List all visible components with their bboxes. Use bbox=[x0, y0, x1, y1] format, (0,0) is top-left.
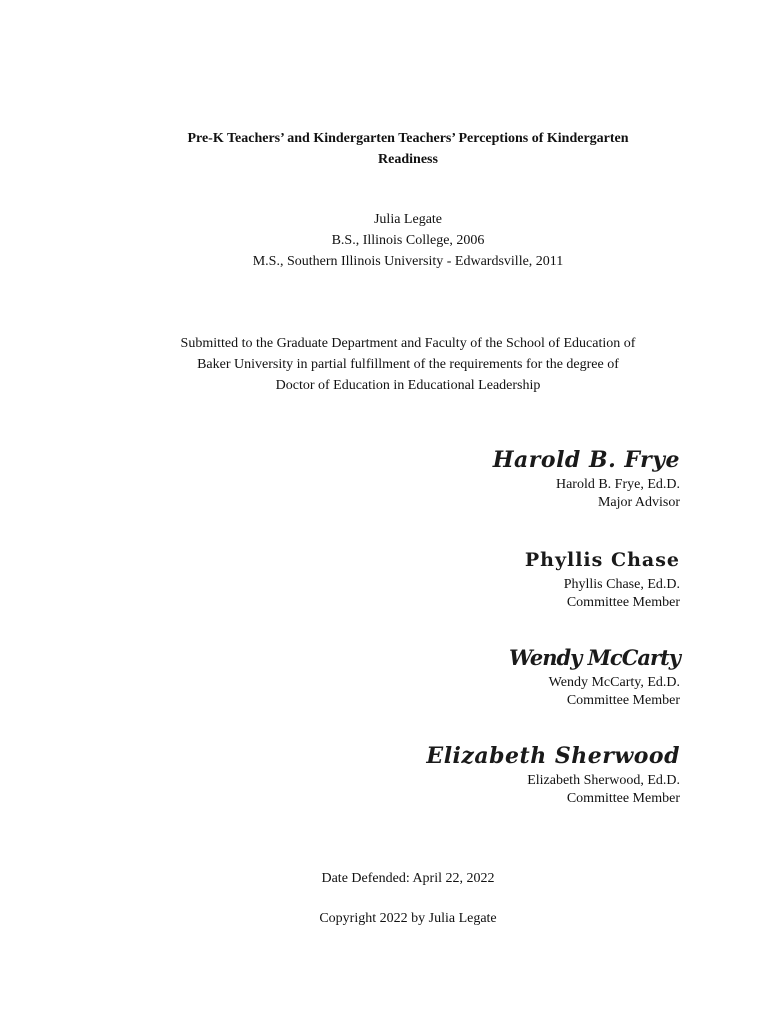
signature-block-mccarty bbox=[509, 644, 680, 710]
submission-line-2: Baker University in partial fulfillment of the requirements for the degree of bbox=[197, 357, 619, 372]
signature-block-chase bbox=[525, 546, 680, 612]
date-defended: Date Defended: April 22, 2022 bbox=[321, 871, 495, 886]
submission-line-3: Doctor of Education in Educational Leadership bbox=[275, 378, 541, 393]
committee-name-sherwood: Elizabeth Sherwood, Ed.D. bbox=[527, 773, 680, 788]
signature-block-frye bbox=[493, 446, 680, 512]
title-line-1: Pre-K Teachers’ and Kindergarten Teachers’ Perceptions of Kindergarten bbox=[187, 131, 629, 146]
author-degree-ms: M.S., Southern Illinois University - Edwardsville, 2011 bbox=[252, 254, 564, 269]
signature-block-sherwood bbox=[426, 742, 680, 808]
author-degree-bs: B.S., Illinois College, 2006 bbox=[331, 233, 485, 248]
submission-statement bbox=[0, 333, 770, 396]
author-name: Julia Legate bbox=[373, 212, 443, 227]
author-block bbox=[0, 209, 770, 272]
committee-name-frye: Harold B. Frye, Ed.D. bbox=[555, 477, 680, 492]
committee-role-chase: Committee Member bbox=[566, 595, 680, 610]
committee-role-sherwood: Committee Member bbox=[566, 791, 680, 806]
document-title bbox=[0, 128, 770, 170]
submission-line-1: Submitted to the Graduate Department and Faculty of the School of Education of bbox=[180, 336, 636, 351]
signature-frye: Harold B. Frye bbox=[492, 447, 680, 473]
title-line-2: Readiness bbox=[378, 152, 438, 167]
committee-role-mccarty: Committee Member bbox=[566, 693, 680, 708]
signature-sherwood: Elizabeth Sherwood bbox=[426, 743, 680, 769]
signature-chase: Phyllis Chase bbox=[524, 549, 680, 571]
committee-name-chase: Phyllis Chase, Ed.D. bbox=[563, 577, 680, 592]
signature-mccarty: Wendy McCarty bbox=[508, 645, 680, 670]
copyright-notice: Copyright 2022 by Julia Legate bbox=[319, 911, 497, 926]
committee-name-mccarty: Wendy McCarty, Ed.D. bbox=[548, 675, 680, 690]
committee-role-frye: Major Advisor bbox=[597, 495, 680, 510]
